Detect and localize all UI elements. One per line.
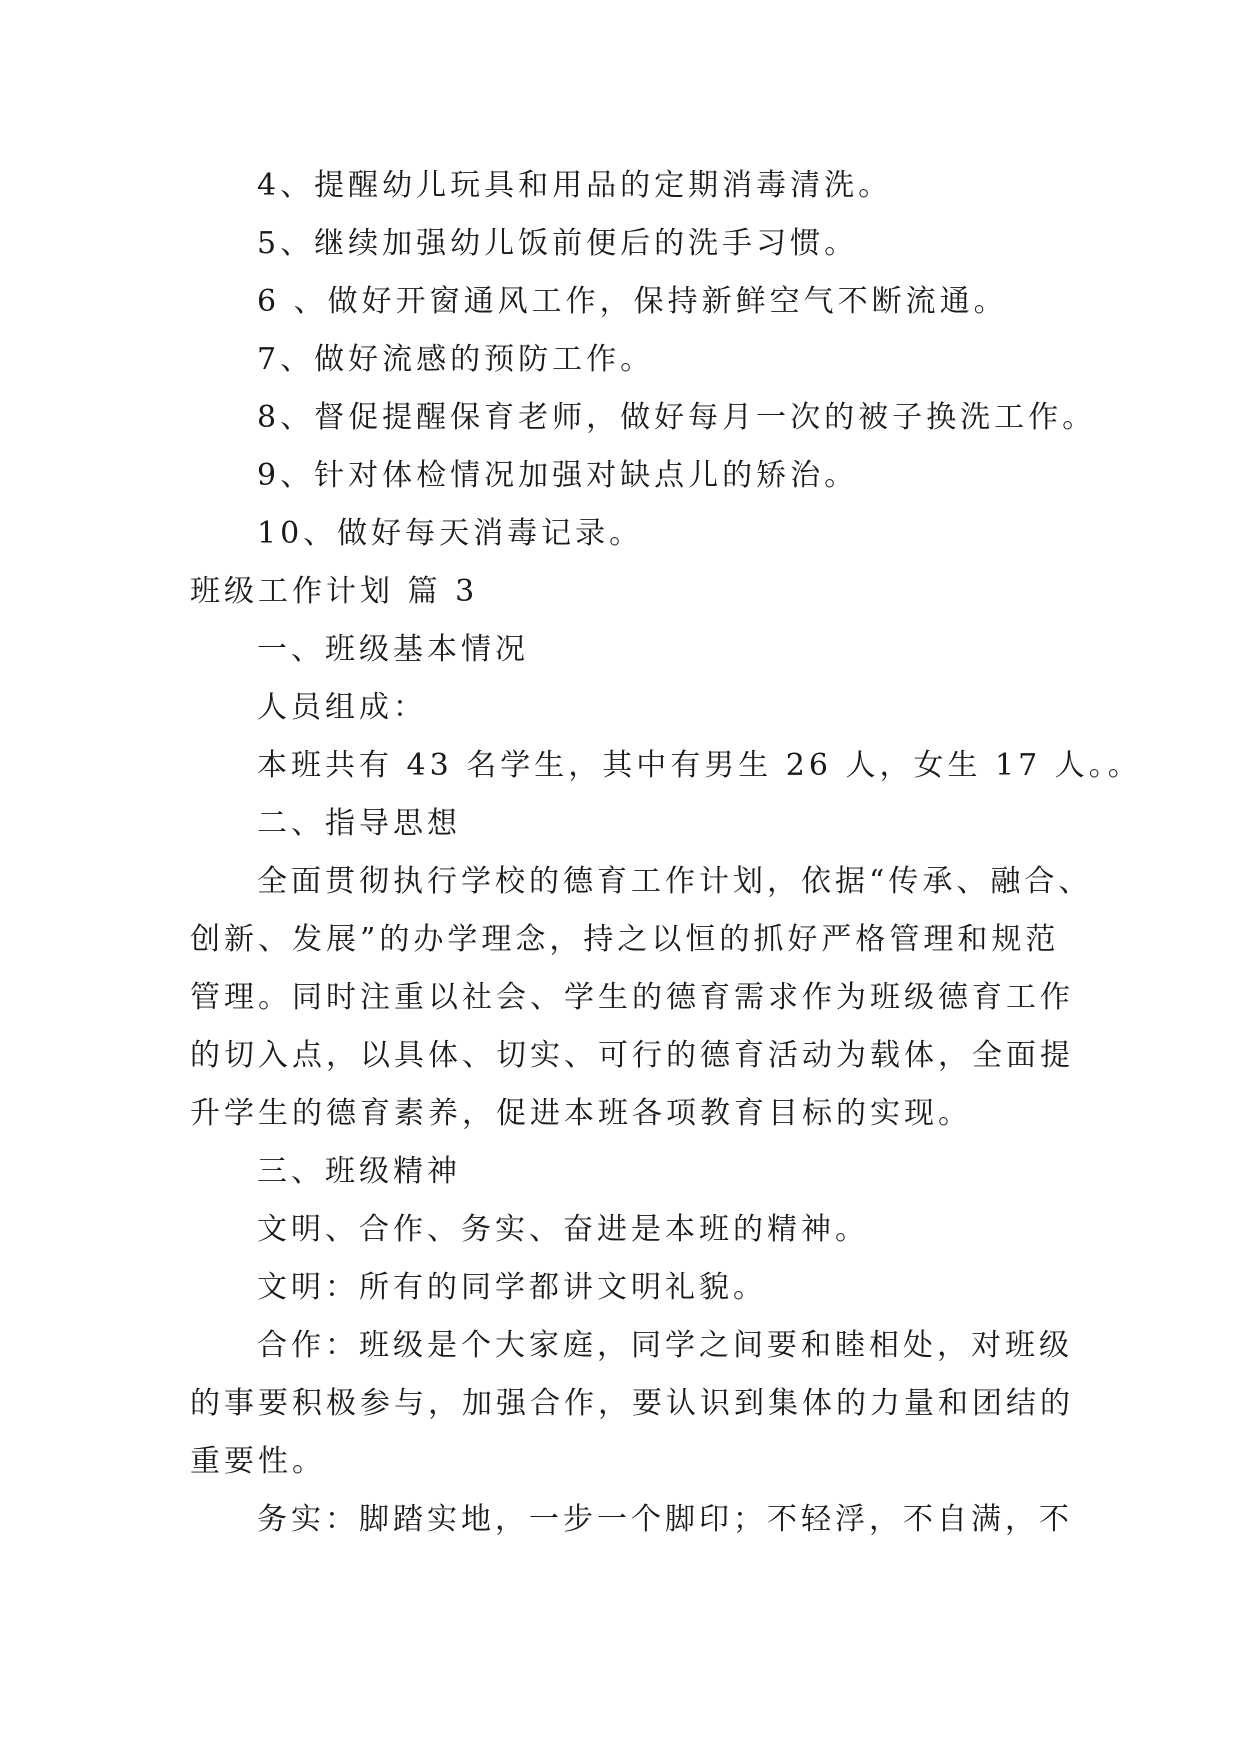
guideline-line: 升学生的德育素养，促进本班各项教育目标的实现。 bbox=[190, 1096, 972, 1131]
staff-text: 本班共有 43 名学生，其中有男生 26 人，女生 17 人。。 bbox=[257, 748, 1142, 783]
pragmatic-line: 务实：脚踏实地，一步一个脚印；不轻浮，不自满，不 bbox=[257, 1502, 1073, 1537]
guideline-line: 的切入点，以具体、切实、可行的德育活动为载体，全面提 bbox=[190, 1038, 1074, 1073]
civility-text: 文明：所有的同学都讲文明礼貌。 bbox=[257, 1270, 767, 1305]
guideline-line: 管理。同时注重以社会、学生的德育需求作为班级德育工作 bbox=[190, 980, 1074, 1015]
list-item: 9、针对体检情况加强对缺点儿的矫治。 bbox=[257, 458, 859, 493]
guideline-line: 全面贯彻执行学校的德育工作计划，依据“传承、融合、 bbox=[257, 864, 1093, 899]
spirit-summary: 文明、合作、务实、奋进是本班的精神。 bbox=[257, 1212, 869, 1247]
section-title: 班级工作计划 篇 3 bbox=[190, 574, 479, 609]
guideline-line: 创新、发展”的办学理念，持之以恒的抓好严格管理和规范 bbox=[190, 922, 1060, 957]
cooperation-line: 合作：班级是个大家庭，同学之间要和睦相处，对班级 bbox=[257, 1328, 1073, 1363]
heading-class-spirit: 三、班级精神 bbox=[257, 1154, 461, 1189]
list-item: 10、做好每天消毒记录。 bbox=[257, 516, 644, 551]
list-item: 6 、做好开窗通风工作，保持新鲜空气不断流通。 bbox=[257, 284, 1008, 319]
list-item: 7、做好流感的预防工作。 bbox=[257, 342, 655, 377]
staff-label: 人员组成： bbox=[257, 690, 427, 725]
list-item: 5、继续加强幼儿饭前便后的洗手习惯。 bbox=[257, 226, 859, 261]
heading-guideline: 二、指导思想 bbox=[257, 806, 461, 841]
heading-basic-info: 一、班级基本情况 bbox=[257, 632, 529, 667]
list-item: 8、督促提醒保育老师，做好每月一次的被子换洗工作。 bbox=[257, 400, 1097, 435]
cooperation-line: 重要性。 bbox=[190, 1444, 326, 1479]
cooperation-line: 的事要积极参与，加强合作，要认识到集体的力量和团结的 bbox=[190, 1386, 1074, 1421]
list-item: 4、提醒幼儿玩具和用品的定期消毒清洗。 bbox=[257, 168, 893, 203]
